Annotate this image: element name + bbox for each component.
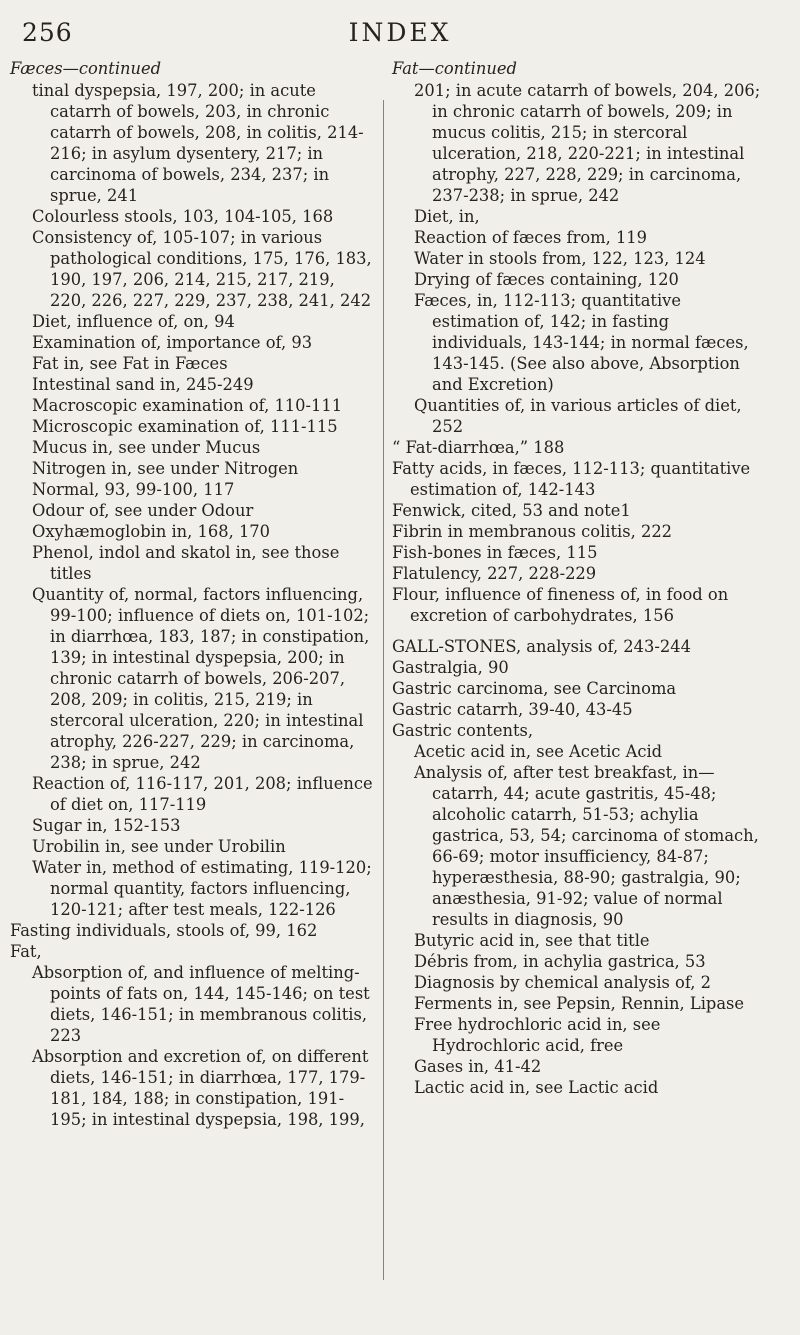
left-column [10, 58, 376, 1130]
index-entry: Gastric contents, [392, 721, 534, 740]
index-entry: Mucus in, see under Mucus [32, 438, 261, 457]
index-entry: “ Fat-diarrhœa,” 188 [392, 438, 565, 457]
index-entry: Fibrin in membranous colitis, 222 [392, 522, 673, 541]
index-entry: Examination of, importance of, 93 [32, 333, 313, 352]
index-entry: Free hydrochloric acid in, see Hydrochloric acid, free [414, 1015, 661, 1055]
index-entry: tinal dyspepsia, 197, 200; in acute catarrh of bowels, 203, in chronic catarrh of bowels, 208, in colitis, 214-216; in asylum dysentery, 217; in carcinoma of bowels, 234, 237; in sprue, 241 [32, 81, 364, 205]
index-entry: Fæces, in, 112-113; quantitative estimation of, 142; in fasting individuals, 143-144; in normal fæces, 143-145. (See also above, Absorption and Excretion) [414, 291, 749, 394]
index-entry: Colourless stools, 103, 104-105, 168 [32, 207, 334, 226]
index-entry: Fat, [10, 942, 42, 961]
index-entry: Intestinal sand in, 245-249 [32, 375, 254, 394]
right-column [392, 58, 767, 1098]
index-entry: Fenwick, cited, 53 and note1 [392, 501, 631, 520]
index-entry: Consistency of, 105-107; in various pathological conditions, 175, 176, 183, 190, 197, 206, 214, 215, 217, 219, 220, 226, 227, 229, 237, 238, 241, 242 [32, 228, 372, 310]
index-entry: Fat in, see Fat in Fæces [32, 354, 228, 373]
index-entry: Quantity of, normal, factors influencing, 99-100; influence of diets on, 101-102; in diarrhœa, 183, 187; in constipation, 139; in intestinal dyspepsia, 200; in chronic catarrh of bowels, 206-207, 208, 209; in colitis, 215, 219; in stercoral ulceration, 220; in intestinal atrophy, 226-227, 229; in carcinoma, 238; in sprue, 242 [32, 585, 370, 772]
index-entry: Flour, influence of fineness of, in food on excretion of carbohydrates, 156 [392, 585, 729, 625]
index-entry: Flatulency, 227, 228-229 [392, 564, 597, 583]
index-entry: Reaction of fæces from, 119 [414, 228, 648, 247]
index-entry: Butyric acid in, see that title [414, 931, 650, 950]
index-entry: Drying of fæces containing, 120 [414, 270, 679, 289]
index-entry: Fatty acids, in fæces, 112-113; quantitative estimation of, 142-143 [392, 459, 751, 499]
index-entry: Fish-bones in fæces, 115 [392, 543, 598, 562]
index-entry: Oxyhæmoglobin in, 168, 170 [32, 522, 271, 541]
index-entry: Diagnosis by chemical analysis of, 2 [414, 973, 712, 992]
index-entry: Absorption and excretion of, on different diets, 146-151; in diarrhœa, 177, 179-181, 184, 188; in constipation, 191-195; in intestinal dyspepsia, 198, 199, [32, 1047, 369, 1129]
index-entry: Water in, method of estimating, 119-120; normal quantity, factors influencing, 120-121; after test meals, 122-126 [32, 858, 372, 919]
index-entry: Odour of, see under Odour [32, 501, 254, 520]
left-entries [10, 80, 376, 1130]
index-entry: GALL-STONES, analysis of, 243-244 [392, 637, 691, 656]
right-entries [392, 80, 767, 1098]
index-entry: Acetic acid in, see Acetic Acid [414, 742, 663, 761]
index-entry: Débris from, in achylia gastrica, 53 [414, 952, 706, 971]
index-entry: Lactic acid in, see Lactic acid [414, 1078, 659, 1097]
index-entry: Gastralgia, 90 [392, 658, 509, 677]
index-entry: Diet, influence of, on, 94 [32, 312, 235, 331]
index-entry: Gastric carcinoma, see Carcinoma [392, 679, 677, 698]
index-entry: Analysis of, after test breakfast, in—catarrh, 44; acute gastritis, 45-48; alcoholic catarrh, 51-53; achylia gastrica, 53, 54; carcinoma of stomach, 66-69; motor insufficiency, 84-87; hyperæsthesia, 88-90; gastralgia, 90; anæsthesia, 91-92; value of normal results in diagnosis, 90 [414, 763, 759, 929]
running-head: INDEX [348, 18, 452, 47]
index-entry: Water in stools from, 122, 123, 124 [414, 249, 706, 268]
index-entry: Fasting individuals, stools of, 99, 162 [10, 921, 318, 940]
index-entry: Quantities of, in various articles of diet, 252 [414, 396, 742, 436]
index-entry: Reaction of, 116-117, 201, 208; influence of diet on, 117-119 [32, 774, 373, 814]
index-entry: Macroscopic examination of, 110-111 [32, 396, 343, 415]
index-entry: 201; in acute catarrh of bowels, 204, 206; in chronic catarrh of bowels, 209; in mucus colitis, 215; in stercoral ulceration, 218, 220-221; in intestinal atrophy, 227, 228, 229; in carcinoma, 237-238; in sprue, 242 [414, 81, 761, 205]
continued-heading: Fæces—continued [10, 59, 162, 78]
index-entry: Phenol, indol and skatol in, see those titles [32, 543, 340, 583]
index-entry: Gastric catarrh, 39-40, 43-45 [392, 700, 633, 719]
index-entry: Diet, in, [414, 207, 480, 226]
page-number: 256 [22, 18, 73, 47]
index-entry: Microscopic examination of, 111-115 [32, 417, 338, 436]
index-entry: Ferments in, see Pepsin, Rennin, Lipase [414, 994, 745, 1013]
index-entry: Normal, 93, 99-100, 117 [32, 480, 235, 499]
index-entry: Sugar in, 152-153 [32, 816, 181, 835]
index-entry: Urobilin in, see under Urobilin [32, 837, 286, 856]
index-entry: Gases in, 41-42 [414, 1057, 542, 1076]
index-entry: Nitrogen in, see under Nitrogen [32, 459, 299, 478]
column-divider [383, 100, 384, 1280]
continued-heading: Fat—continued [392, 59, 517, 78]
index-entry: Absorption of, and influence of melting-points of fats on, 144, 145-146; on test diets, 146-151; in membranous colitis, 223 [32, 963, 370, 1045]
